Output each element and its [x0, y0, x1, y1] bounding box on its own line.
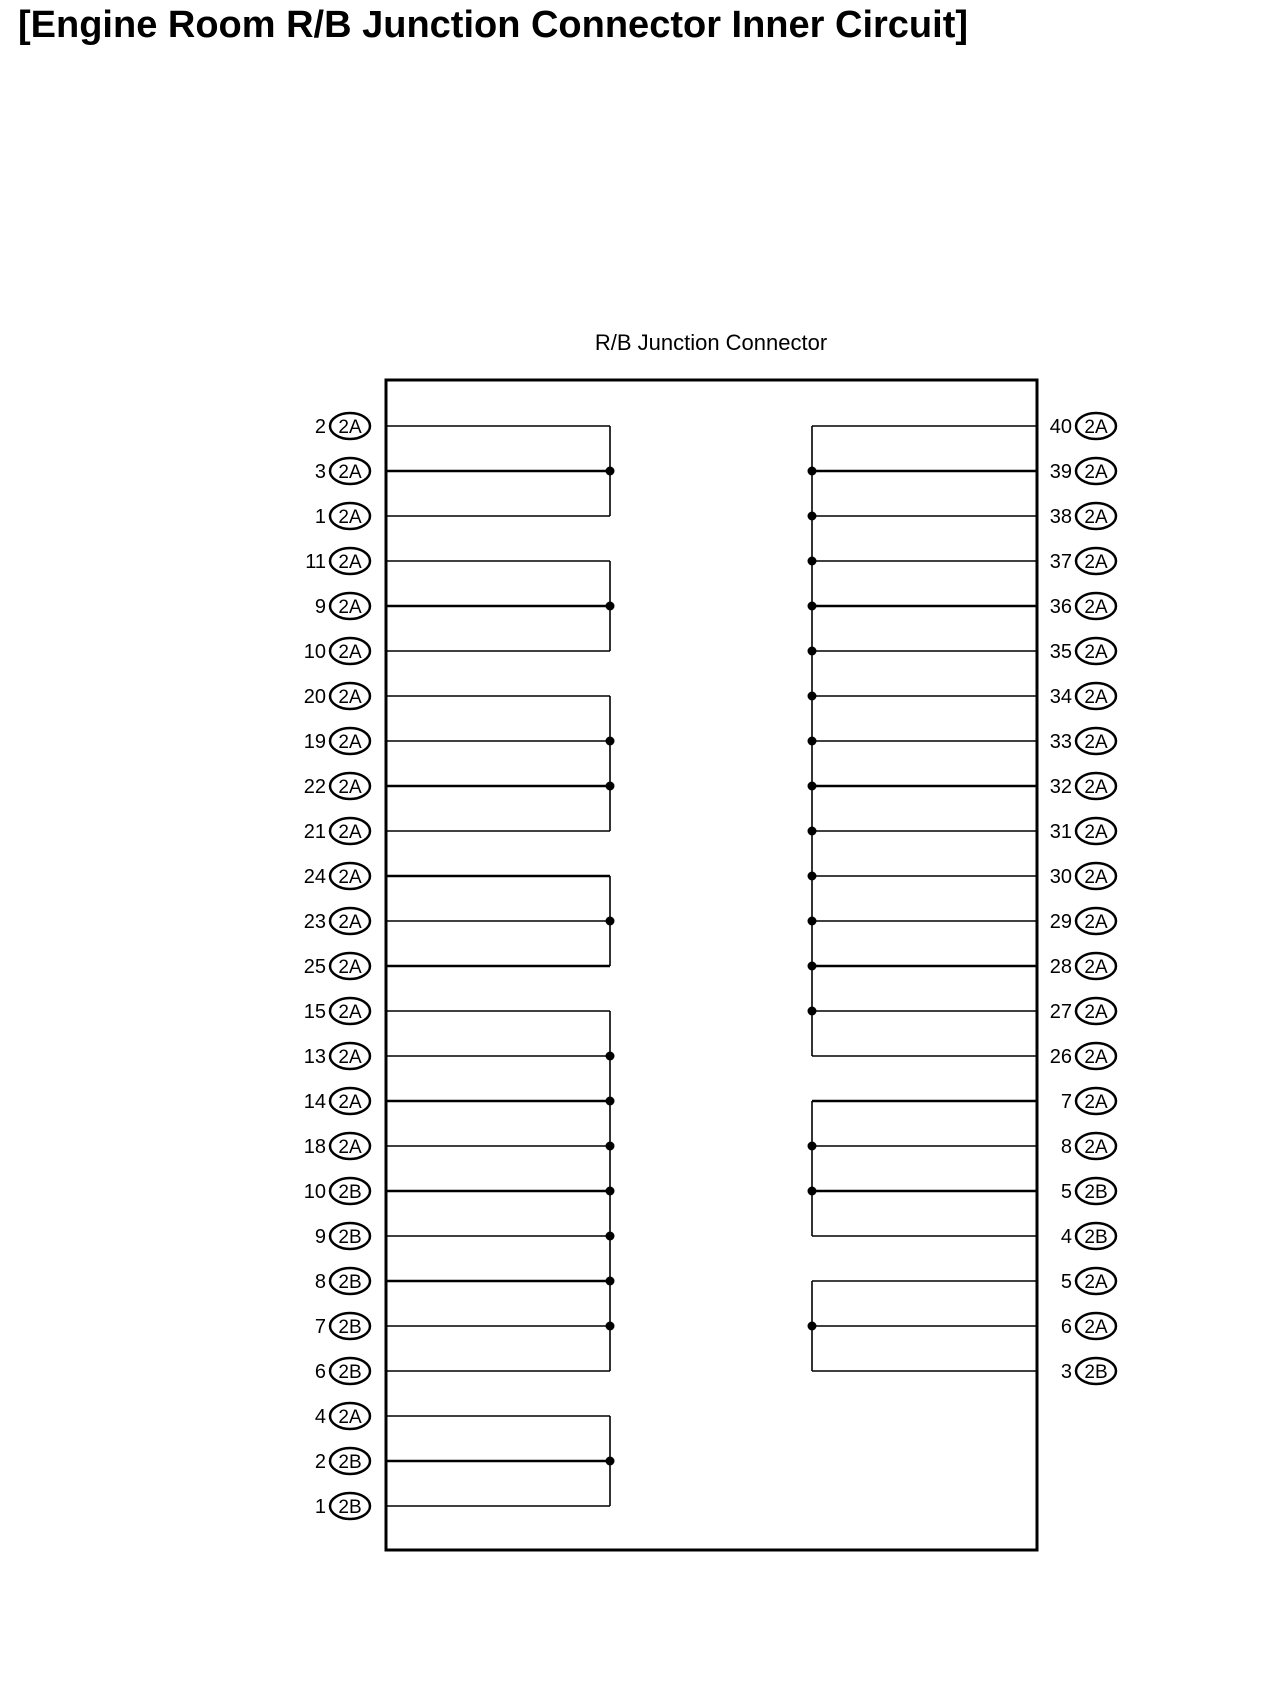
- pin-number: 1: [314, 1496, 326, 1518]
- connector-id: 2A: [1084, 462, 1108, 483]
- connector-id: 2A: [338, 597, 362, 618]
- junction-dot: [606, 737, 615, 746]
- junction-dot: [808, 827, 817, 836]
- connector-id: 2A: [338, 462, 362, 483]
- connector-id: 2B: [338, 1272, 362, 1293]
- pin-number: 6: [1060, 1316, 1072, 1338]
- pin-number: 26: [1049, 1046, 1072, 1068]
- left-pin-8-2B: [315, 1268, 370, 1294]
- pin-number: 7: [1060, 1091, 1072, 1113]
- connector-id: 2B: [338, 1362, 362, 1383]
- pin-number: 3: [1060, 1361, 1072, 1383]
- right-pin-33-2A: [1050, 728, 1116, 754]
- right-pin-34-2A: [1050, 683, 1116, 709]
- pin-number: 39: [1049, 461, 1072, 483]
- connector-id: 2A: [338, 687, 362, 708]
- left-pin-25-2A: [304, 953, 370, 979]
- right-pin-30-2A: [1050, 863, 1116, 889]
- connector-id: 2A: [338, 1407, 362, 1428]
- pin-number: 23: [303, 911, 326, 933]
- pin-number: 8: [1060, 1136, 1072, 1158]
- junction-dot: [606, 467, 615, 476]
- connector-id: 2A: [338, 1137, 362, 1158]
- page-title: [Engine Room R/B Junction Connector Inner Circuit]: [18, 4, 968, 46]
- connector-id: 2A: [1084, 597, 1108, 618]
- connector-id: 2A: [1084, 957, 1108, 978]
- left-pin-24-2A: [304, 863, 370, 889]
- junction-dot: [606, 1457, 615, 1466]
- right-pin-40-2A: [1050, 413, 1116, 439]
- left-pin-9-2B: [315, 1223, 370, 1249]
- junction-dot: [606, 602, 615, 611]
- left-circuit-group-6: [386, 1416, 615, 1506]
- pin-number: 15: [303, 1001, 326, 1023]
- right-pin-36-2A: [1050, 593, 1116, 619]
- pin-number: 3: [314, 461, 326, 483]
- left-pin-9-2A: [315, 593, 370, 619]
- connector-id: 2B: [1084, 1182, 1108, 1203]
- connector-id: 2A: [338, 867, 362, 888]
- pin-number: 11: [305, 551, 326, 573]
- right-pin-31-2A: [1050, 818, 1116, 844]
- right-pin-28-2A: [1050, 953, 1116, 979]
- right-pin-3-2B: [1061, 1358, 1116, 1384]
- connector-id: 2A: [1084, 912, 1108, 933]
- junction-dot: [606, 1322, 615, 1331]
- connector-id: 2A: [1084, 1002, 1108, 1023]
- pin-number: 13: [303, 1046, 326, 1068]
- junction-dot: [808, 647, 817, 656]
- right-pin-8-2A: [1061, 1133, 1116, 1159]
- pin-number: 28: [1049, 956, 1072, 978]
- connector-id: 2A: [1084, 642, 1108, 663]
- left-circuit-group-4: [386, 876, 615, 966]
- junction-dot: [808, 512, 817, 521]
- left-pin-15-2A: [304, 998, 370, 1024]
- connector-id: 2A: [338, 507, 362, 528]
- pin-number: 36: [1049, 596, 1072, 618]
- right-pin-27-2A: [1050, 998, 1116, 1024]
- right-pin-6-2A: [1061, 1313, 1116, 1339]
- left-pin-21-2A: [304, 818, 370, 844]
- connector-id: 2A: [1084, 777, 1108, 798]
- left-pin-2-2B: [315, 1448, 370, 1474]
- junction-dot: [808, 737, 817, 746]
- pin-number: 14: [303, 1091, 326, 1113]
- left-pin-1-2A: [315, 503, 370, 529]
- pin-number: 2: [314, 1451, 326, 1473]
- pin-number: 30: [1049, 866, 1072, 888]
- connector-id: 2A: [338, 417, 362, 438]
- pin-number: 24: [303, 866, 326, 888]
- left-pin-10-2B: [304, 1178, 370, 1204]
- right-pin-labels: [1050, 413, 1116, 1384]
- right-pin-39-2A: [1050, 458, 1116, 484]
- pin-number: 34: [1049, 686, 1072, 708]
- pin-number: 25: [303, 956, 326, 978]
- connector-id: 2B: [1084, 1227, 1108, 1248]
- right-circuit-group-3: [808, 1281, 1038, 1371]
- connector-id: 2A: [1084, 552, 1108, 573]
- junction-dot: [606, 1097, 615, 1106]
- left-pin-14-2A: [304, 1088, 370, 1114]
- junction-dot: [808, 962, 817, 971]
- right-pin-38-2A: [1050, 503, 1116, 529]
- pin-number: 20: [303, 686, 326, 708]
- connector-id: 2A: [338, 642, 362, 663]
- left-pin-7-2B: [315, 1313, 370, 1339]
- junction-dot: [606, 1277, 615, 1286]
- connector-id: 2A: [338, 957, 362, 978]
- connector-id: 2B: [1084, 1362, 1108, 1383]
- connector-id: 2A: [1084, 867, 1108, 888]
- pin-number: 5: [1060, 1181, 1072, 1203]
- left-pin-11-2A: [305, 548, 370, 574]
- connector-id: 2A: [1084, 1317, 1108, 1338]
- junction-dot: [808, 467, 817, 476]
- left-pin-6-2B: [315, 1358, 370, 1384]
- left-pin-20-2A: [304, 683, 370, 709]
- connector-id: 2B: [338, 1497, 362, 1518]
- pin-number: 9: [314, 1226, 326, 1248]
- left-pin-13-2A: [304, 1043, 370, 1069]
- connector-id: 2A: [1084, 1047, 1108, 1068]
- pin-number: 10: [303, 641, 326, 663]
- right-wires: [808, 426, 1038, 1371]
- pin-number: 8: [314, 1271, 326, 1293]
- left-circuit-group-2: [386, 561, 615, 651]
- junction-dot: [606, 1142, 615, 1151]
- pin-number: 5: [1060, 1271, 1072, 1293]
- left-circuit-group-3: [386, 696, 615, 831]
- pin-number: 4: [314, 1406, 326, 1428]
- pin-number: 21: [303, 821, 326, 843]
- right-pin-37-2A: [1050, 548, 1116, 574]
- right-pin-26-2A: [1050, 1043, 1116, 1069]
- junction-dot: [606, 1187, 615, 1196]
- left-pin-2-2A: [315, 413, 370, 439]
- connector-id: 2A: [1084, 507, 1108, 528]
- junction-dot: [606, 1052, 615, 1061]
- left-wires: [386, 426, 615, 1506]
- left-pin-23-2A: [304, 908, 370, 934]
- right-circuit-group-2: [808, 1101, 1038, 1236]
- right-pin-29-2A: [1050, 908, 1116, 934]
- left-pin-3-2A: [315, 458, 370, 484]
- connector-id: 2A: [1084, 687, 1108, 708]
- pin-number: 29: [1049, 911, 1072, 933]
- junction-dot: [808, 1322, 817, 1331]
- pin-number: 40: [1049, 416, 1072, 438]
- connector-id: 2B: [338, 1227, 362, 1248]
- connector-id: 2A: [1084, 822, 1108, 843]
- junction-dot: [808, 1187, 817, 1196]
- left-circuit-group-5: [386, 1011, 615, 1371]
- connector-id: 2A: [1084, 732, 1108, 753]
- junction-dot: [606, 1232, 615, 1241]
- connector-id: 2A: [1084, 1272, 1108, 1293]
- connector-id: 2A: [338, 552, 362, 573]
- connector-id: 2B: [338, 1317, 362, 1338]
- connector-id: 2B: [338, 1452, 362, 1473]
- junction-dot: [808, 917, 817, 926]
- connector-id: 2A: [1084, 417, 1108, 438]
- pin-number: 33: [1049, 731, 1072, 753]
- pin-number: 37: [1049, 551, 1072, 573]
- pin-number: 27: [1049, 1001, 1072, 1023]
- connector-id: 2A: [338, 1092, 362, 1113]
- right-pin-5-2B: [1061, 1178, 1116, 1204]
- pin-number: 6: [314, 1361, 326, 1383]
- junction-dot: [808, 1142, 817, 1151]
- junction-dot: [808, 692, 817, 701]
- pin-number: 31: [1049, 821, 1072, 843]
- connector-id: 2A: [338, 822, 362, 843]
- left-pin-1-2B: [315, 1493, 370, 1519]
- left-pin-19-2A: [304, 728, 370, 754]
- pin-number: 2: [314, 416, 326, 438]
- pin-number: 32: [1049, 776, 1072, 798]
- right-pin-32-2A: [1050, 773, 1116, 799]
- junction-dot: [808, 872, 817, 881]
- connector-id: 2A: [1084, 1092, 1108, 1113]
- pin-number: 22: [303, 776, 326, 798]
- left-circuit-group-1: [386, 426, 615, 516]
- left-pin-4-2A: [315, 1403, 370, 1429]
- pin-number: 10: [303, 1181, 326, 1203]
- left-pin-18-2A: [304, 1133, 370, 1159]
- left-pin-labels: [304, 413, 370, 1519]
- right-pin-4-2B: [1061, 1223, 1116, 1249]
- pin-number: 18: [303, 1136, 326, 1158]
- connector-id: 2A: [338, 732, 362, 753]
- connector-id: 2A: [1084, 1137, 1108, 1158]
- right-pin-5-2A: [1061, 1268, 1116, 1294]
- junction-dot: [606, 917, 615, 926]
- connector-id: 2A: [338, 777, 362, 798]
- right-circuit-group-1: [808, 426, 1038, 1056]
- connector-id: 2B: [338, 1182, 362, 1203]
- pin-number: 9: [314, 596, 326, 618]
- pin-number: 38: [1049, 506, 1072, 528]
- junction-dot: [606, 782, 615, 791]
- right-pin-35-2A: [1050, 638, 1116, 664]
- connector-id: 2A: [338, 1002, 362, 1023]
- pin-number: 7: [314, 1316, 326, 1338]
- junction-dot: [808, 557, 817, 566]
- left-pin-22-2A: [304, 773, 370, 799]
- box-label: R/B Junction Connector: [594, 330, 828, 355]
- junction-dot: [808, 1007, 817, 1016]
- pin-number: 35: [1049, 641, 1072, 663]
- pin-number: 19: [303, 731, 326, 753]
- connector-id: 2A: [338, 1047, 362, 1068]
- connector-id: 2A: [338, 912, 362, 933]
- junction-dot: [808, 782, 817, 791]
- pin-number: 1: [314, 506, 326, 528]
- pin-number: 4: [1060, 1226, 1072, 1248]
- left-pin-10-2A: [304, 638, 370, 664]
- junction-dot: [808, 602, 817, 611]
- right-pin-7-2A: [1061, 1088, 1116, 1114]
